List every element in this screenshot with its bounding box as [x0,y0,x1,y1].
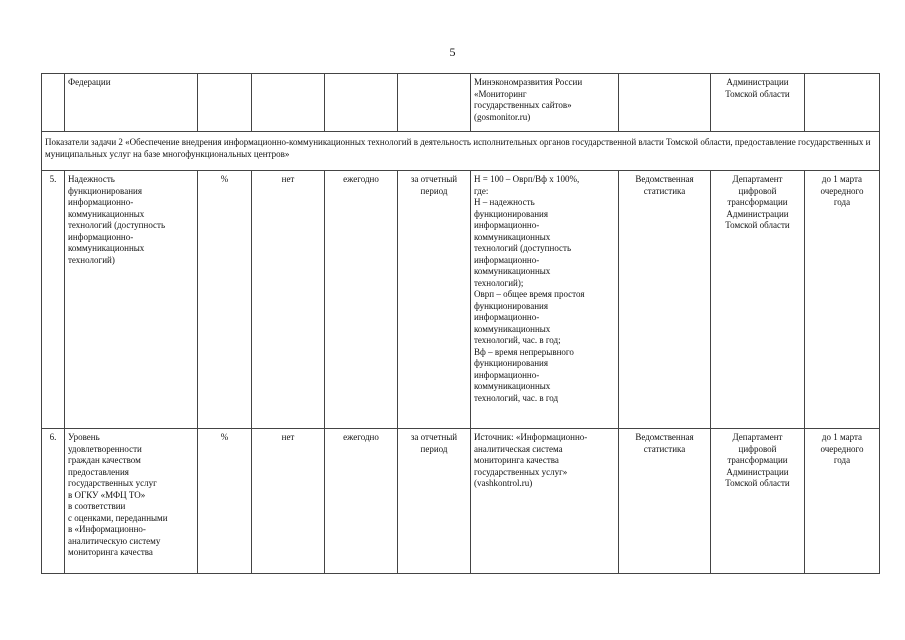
cell-frequency: ежегодно [325,171,398,429]
cell-method: Минэкономразвития России «Мониторинг государственных сайтов» (gosmonitor.ru) [471,74,619,132]
cell-base: нет [252,429,325,574]
cell-period: за отчетный период [398,429,471,574]
cell-num [42,74,65,132]
cell-period: за отчетный период [398,171,471,429]
cell-unit: % [198,171,252,429]
section-header: Показатели задачи 2 «Обеспечение внедрения информационно-коммуникационных технологий в деятельность исполнительных органов государственной власти Томской области, предоставление государственных и муниципальных услуг на базе многофункциональных центров» [42,132,880,171]
cell-unit [198,74,252,132]
cell-base: нет [252,171,325,429]
cell-responsible: Администрации Томской области [711,74,805,132]
section-header-row [42,132,880,171]
cell-name: Надежность функционирования информационно- коммуникационных технологий (доступность информационно- коммуникационных технологий) [65,171,198,429]
table-row [42,74,880,132]
cell-name: Уровень удовлетворенности граждан качеством предоставления государственных услуг в ОГКУ «МФЦ ТО» в соответствии с оценками, переданными в «Информационно- аналитическую систему мониторинга качества [65,429,198,574]
table-row [42,171,880,429]
page-number: 5 [449,45,456,59]
cell-num: 5. [42,171,65,429]
table-row [42,429,880,574]
cell-unit: % [198,429,252,574]
cell-period [398,74,471,132]
cell-source: Ведомственная статистика [619,429,711,574]
cell-frequency: ежегодно [325,429,398,574]
cell-deadline [805,74,880,132]
indicators-table [41,73,880,574]
cell-responsible: Департамент цифровой трансформации Администрации Томской области [711,171,805,429]
cell-num: 6. [42,429,65,574]
cell-method: Источник: «Информационно- аналитическая система мониторинга качества государственных услуг» (vashkontrol.ru) [471,429,619,574]
cell-source: Ведомственная статистика [619,171,711,429]
cell-responsible: Департамент цифровой трансформации Администрации Томской области [711,429,805,574]
cell-deadline: до 1 марта очередного года [805,171,880,429]
cell-deadline: до 1 марта очередного года [805,429,880,574]
cell-base [252,74,325,132]
cell-frequency [325,74,398,132]
cell-method: Н = 100 – Оврп/Вф х 100%, где: Н – надежность функционирования информационно- коммуникационных технологий (доступность информационно- коммуникационных технологий); Оврп – общее время простоя функционирования информационно- коммуникационных технологий, час. в год; Вф – время непрерывного функционирования информационно- коммуникационных технологий, час. в год [471,171,619,429]
cell-source [619,74,711,132]
cell-name: Федерации [65,74,198,132]
